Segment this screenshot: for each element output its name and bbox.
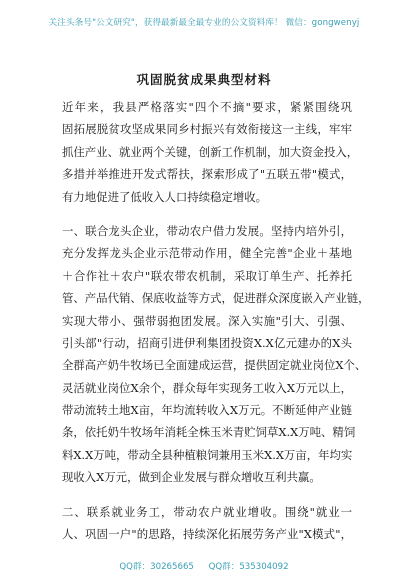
paragraph-line: 固拓展脱贫攻坚成果同乡村振兴有效衔接这一主线，牢牢 <box>62 122 352 137</box>
paragraph-line: 实现大带小、强带弱抱团发展。深入实施"引大、引强、 <box>62 313 352 328</box>
paragraph-line: 人、巩固一户"的思路，持续深化拓展劳务产业"X模式"， <box>62 527 352 542</box>
paragraph-line: 全群高产奶牛牧场已全面建成运营，提供固定就业岗位X个、 <box>62 358 367 373</box>
paragraph <box>62 501 352 546</box>
paragraph-line: 现收入X万元，做到企业发展与群众增收互利共赢。 <box>62 470 321 485</box>
paragraph-line: 灵活就业岗位X余个，群众每年实现务工收入X万元以上， <box>62 380 352 395</box>
paragraph-line: 二、联系就业务工，带动农户就业增收。围绕"就业一 <box>62 504 352 519</box>
paragraph-line: 引头部"行动，招商引进伊利集团投资X.X亿元建办的X头 <box>62 335 352 350</box>
document-body <box>62 96 370 557</box>
header-notice: 关注头条号"公文研究"，获得最新最全最专业的公文资料库！ 微信：gongwenyj <box>48 18 360 28</box>
paragraph <box>62 96 359 208</box>
paragraph-line: 近年来，我县严格落实"四个不摘"要求，紧紧围绕巩 <box>62 100 352 114</box>
paragraph-line: 抓住产业、就业两个关键，创新工作机制，加大资金投入， <box>62 144 359 159</box>
paragraph <box>62 220 370 489</box>
footer <box>0 560 408 572</box>
paragraph-line: 多措并举推进开发式帮扶，探索形成了"五联五带"模式， <box>62 167 352 182</box>
qq-group-1: QQ群：30265665 <box>119 562 194 572</box>
qq-group-2: QQ群：535304092 <box>208 562 289 572</box>
paragraph-line: 一、联合龙头企业，带动农户借力发展。坚持内培外引， <box>62 223 352 238</box>
paragraph-line: 料X.X万吨，带动全县种植粮饲兼用玉米X.X万亩，年均实 <box>62 447 353 462</box>
document-title: 巩固脱贫成果典型材料 <box>136 72 272 87</box>
paragraph-line: 带动流转土地X亩，年均流转收入X万元。不断延伸产业链 <box>62 403 352 418</box>
paragraph-line: 充分发挥龙头企业示范带动作用，健全完善"企业＋基地 <box>62 246 352 261</box>
paragraph-line: 条，依托奶牛牧场年消耗全株玉米青贮饲草X.X万吨、精饲 <box>62 425 356 440</box>
paragraph-line: ＋合作社＋农户"联农带农机制，采取订单生产、托养托 <box>62 268 352 283</box>
paragraph-line: 管、产品代销、保底收益等方式，促进群众深度嵌入产业链， <box>62 291 370 306</box>
paragraph-line: 有力地促进了低收入人口持续稳定增收。 <box>62 189 268 204</box>
